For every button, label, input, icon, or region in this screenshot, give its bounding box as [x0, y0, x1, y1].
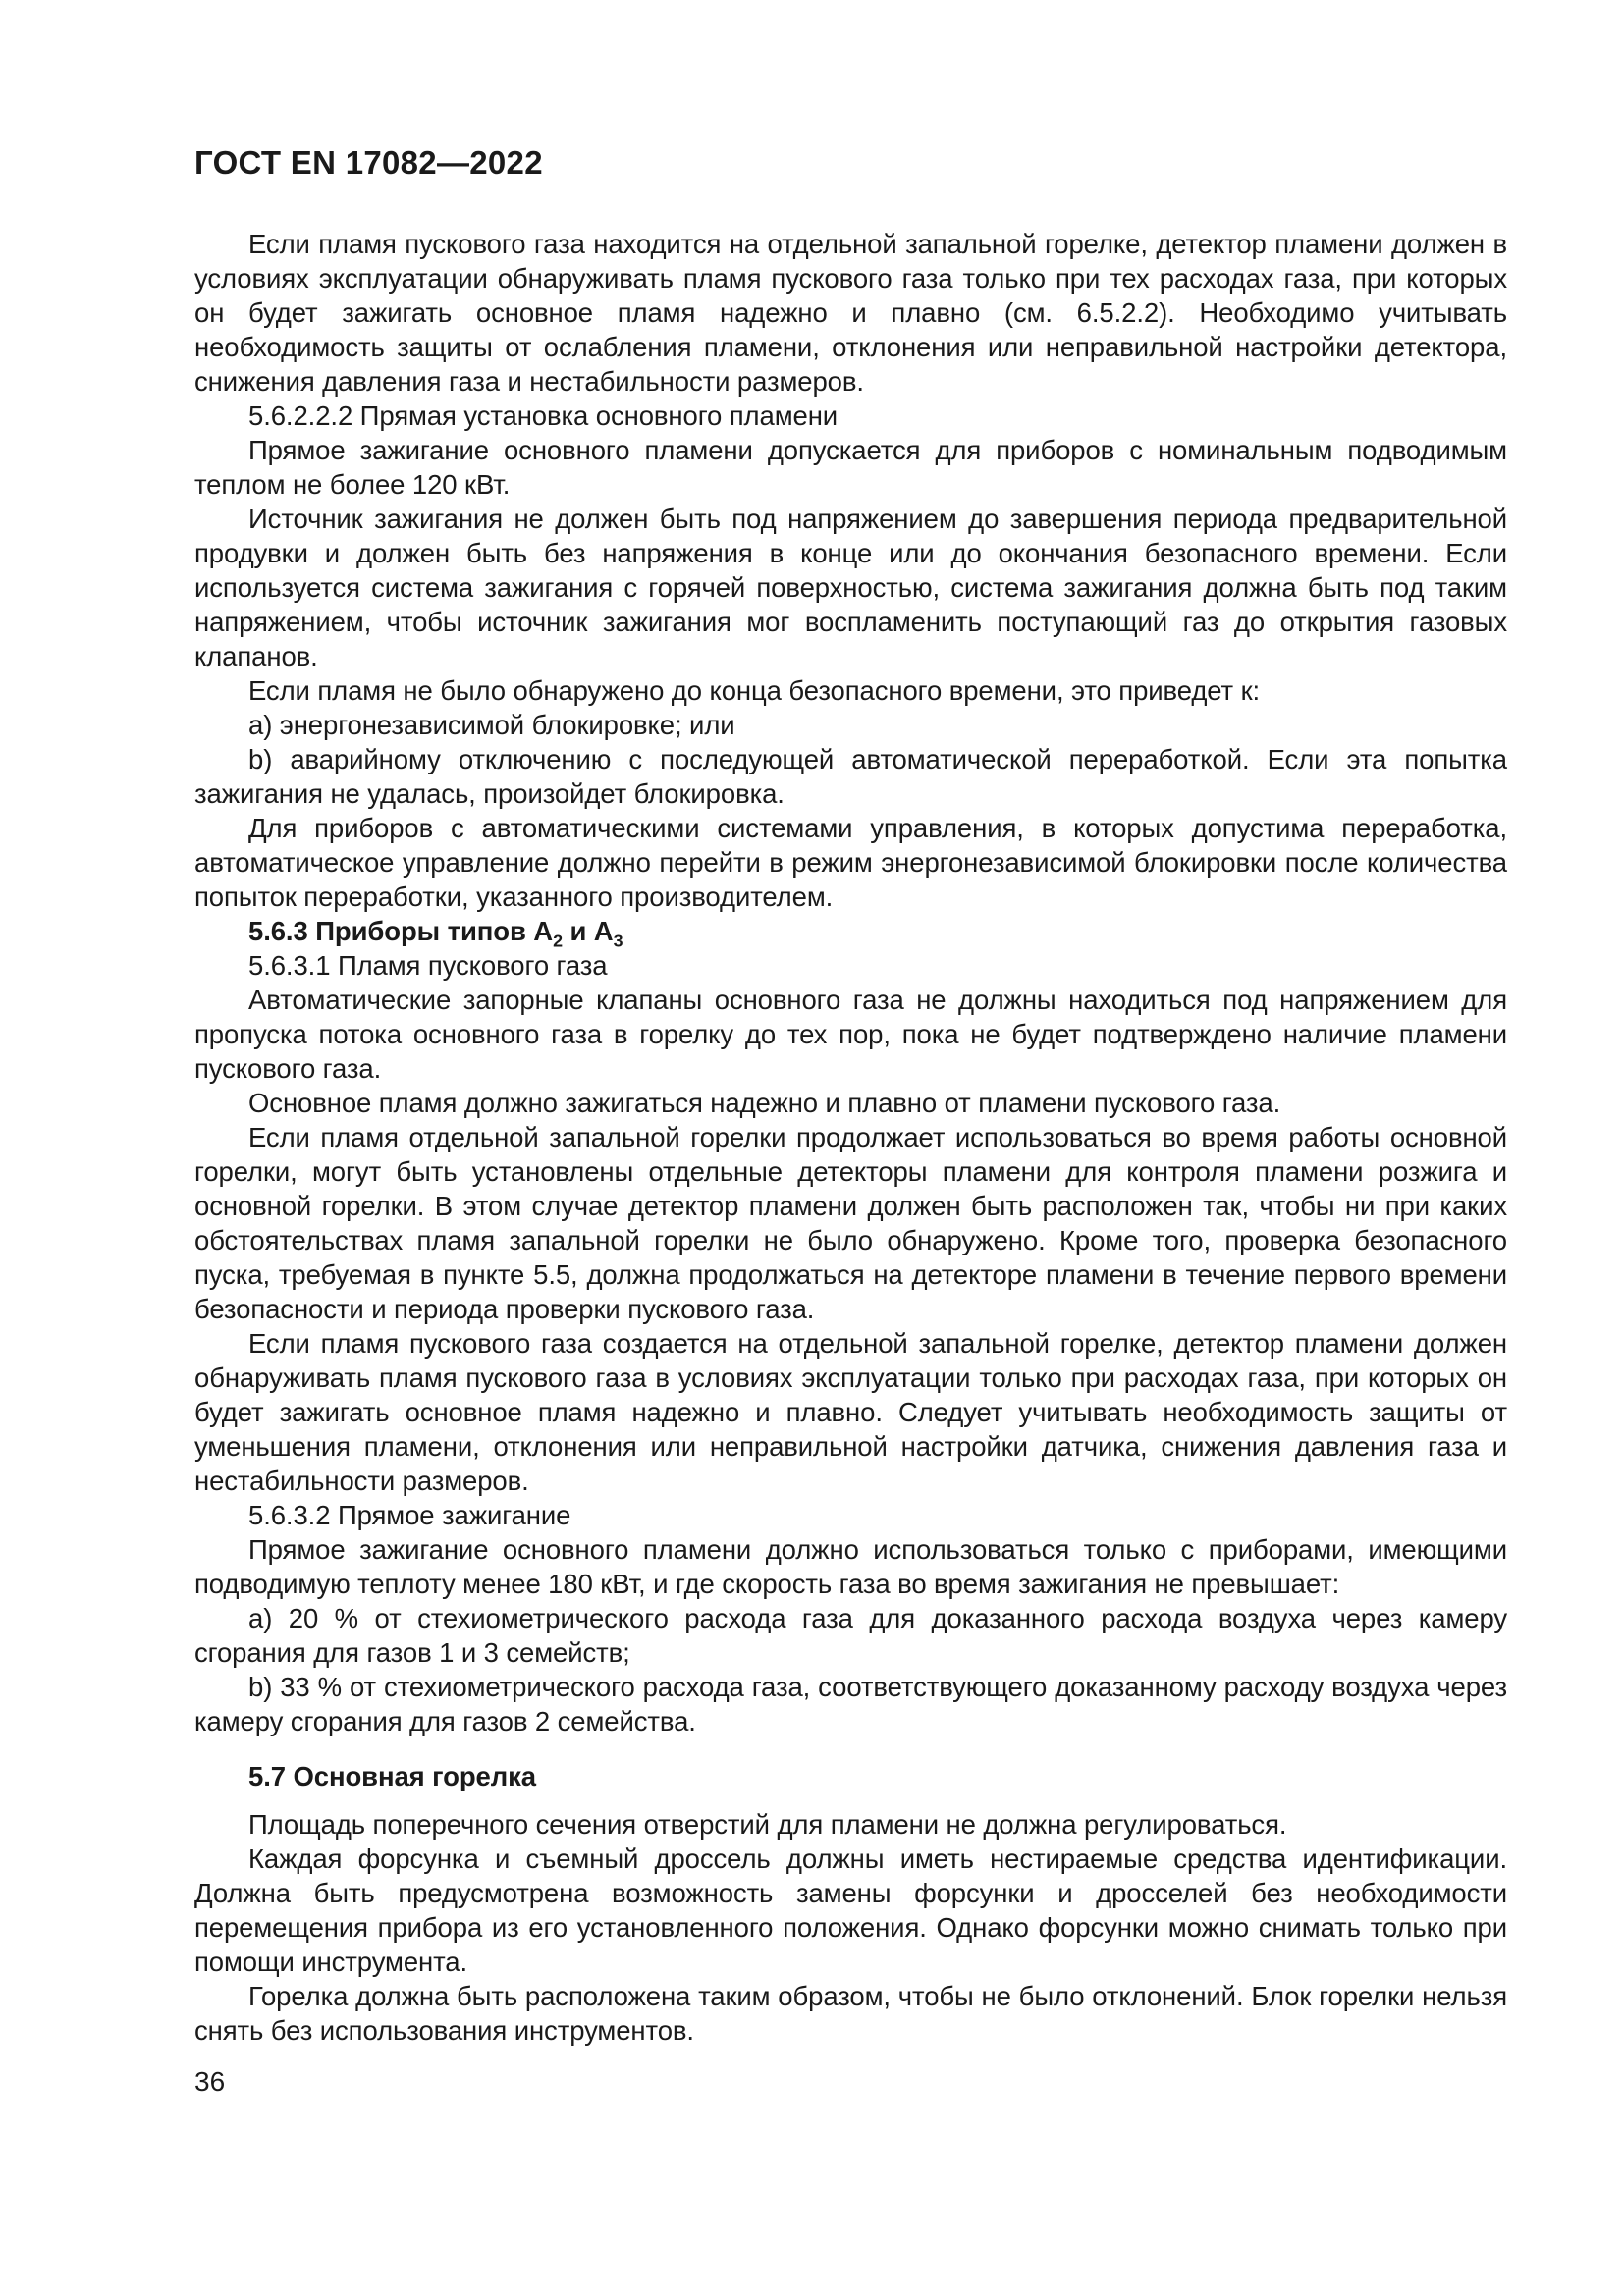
- document-content: [194, 227, 1507, 2048]
- paragraph-injector-identification: Каждая форсунка и съемный дроссель должны иметь нестираемые средства идентификации. Должна быть предусмотрена возможность замены форсунки и дросселей без необходимости перемещения прибора из его установленного положения. Однако форсунки можно снимать только при помощи инструмента.: [194, 1843, 1507, 1977]
- paragraph-flame-not-detected: Если пламя не было обнаружено до конца безопасного времени, это приведет к:: [248, 675, 1261, 706]
- paragraph-pilot-flame-conditions: Если пламя пускового газа создается на отдельной запальной горелке, детектор пламени должен обнаруживать пламя пускового газа в условиях эксплуатации только при расходах газа, при которых он будет зажигать основное пламя надежно и плавно. Следует учитывать необходимость защиты от уменьшения пламени, отклонения или неправильной настройки датчика, снижения давления газа и нестабильности размеров.: [194, 1328, 1507, 1496]
- document-header-title: ГОСТ EN 17082—2022: [194, 144, 543, 181]
- paragraph-automatic-shutoff-valves: Автоматические запорные клапаны основного газа не должны находиться под напряжением для пропуска потока основного газа в горелку до тех пор, пока не будет подтверждено наличие пламени пускового газа.: [194, 985, 1507, 1084]
- heading-5-6-3-subscript-2: 2: [553, 931, 563, 951]
- heading-5-6-3-prefix: 5.6.3 Приборы типов А: [248, 916, 554, 946]
- paragraph-direct-ignition-120kw: Прямое зажигание основного пламени допускается для приборов с номинальным подводимым теплом не более 120 кВт.: [194, 435, 1507, 500]
- subheading-5-6-3-2: 5.6.3.2 Прямое зажигание: [248, 1500, 571, 1530]
- paragraph-pilot-flame-detector: Если пламя пускового газа находится на отдельной запальной горелке, детектор пламени должен в условиях эксплуатации обнаруживать пламя пускового газа только при тех расходах газа, при которых он будет зажигать основное пламя надежно и плавно (см. 6.5.2.2). Необходимо учитывать необходимость защиты от ослабления пламени, отклонения или неправильной настройки детектора, снижения давления газа и нестабильности размеров.: [194, 229, 1507, 397]
- list-item-a-lockout: a) энергонезависимой блокировке; или: [248, 710, 735, 740]
- paragraph-flame-port-area: Площадь поперечного сечения отверстий для пламени не должна регулироваться.: [248, 1809, 1287, 1840]
- section-heading-5-7: 5.7 Основная горелка: [248, 1761, 536, 1791]
- subheading-5-6-2-2-2: 5.6.2.2.2 Прямая установка основного пламени: [248, 400, 839, 431]
- paragraph-direct-ignition-180kw: Прямое зажигание основного пламени должно использоваться только с приборами, имеющими подводимую теплоту менее 180 кВт, и где скорость газа во время зажигания не превышает:: [194, 1534, 1507, 1599]
- paragraph-main-flame-ignites: Основное пламя должно зажигаться надежно и плавно от пламени пускового газа.: [248, 1088, 1281, 1118]
- list-item-a-20-percent: a) 20 % от стехиометрического расхода газа для доказанного расхода воздуха через камеру сгорания для газов 1 и 3 семейств;: [194, 1603, 1507, 1668]
- paragraph-separate-pilot-burner: Если пламя отдельной запальной горелки продолжает использоваться во время работы основной горелки, могут быть установлены отдельные детекторы пламени для контроля пламени розжига и основной горелки. В этом случае детектор пламени должен быть расположен так, чтобы ни при каких обстоятельствах пламя запальной горелки не было обнаружено. Кроме того, проверка безопасного пуска, требуемая в пункте 5.5, должна продолжаться на детекторе пламени в течение первого времени безопасности и периода проверки пускового газа.: [194, 1122, 1507, 1324]
- list-item-b-shutdown: b) аварийному отключению с последующей автоматической переработкой. Если эта попытка зажигания не удалась, произойдет блокировка.: [194, 744, 1507, 809]
- paragraph-ignition-source: Источник зажигания не должен быть под напряжением до завершения периода предварительной продувки и должен быть без напряжения в конце или до окончания безопасного времени. Если используется система зажигания с горячей поверхностью, система зажигания должна быть под таким напряжением, чтобы источник зажигания мог воспламенить поступающий газ до открытия газовых клапанов.: [194, 504, 1507, 671]
- section-heading-5-6-3: [194, 914, 1507, 951]
- heading-5-6-3-subscript-3: 3: [613, 931, 623, 951]
- paragraph-burner-position: Горелка должна быть расположена таким образом, чтобы не было отклонений. Блок горелки нельзя снять без использования инструментов.: [194, 1981, 1507, 2046]
- page-number: 36: [194, 2066, 226, 2097]
- list-item-b-33-percent: b) 33 % от стехиометрического расхода газа, соответствующего доказанному расходу воздуха через камеру сгорания для газов 2 семейства.: [194, 1672, 1507, 1736]
- subheading-5-6-3-1: 5.6.3.1 Пламя пускового газа: [248, 950, 608, 981]
- heading-5-6-3-mid: и А: [562, 916, 614, 946]
- paragraph-automatic-control-systems: Для приборов с автоматическими системами управления, в которых допустима переработка, автоматическое управление должно перейти в режим энергонезависимой блокировки после количества попыток переработки, указанного производителем.: [194, 813, 1507, 912]
